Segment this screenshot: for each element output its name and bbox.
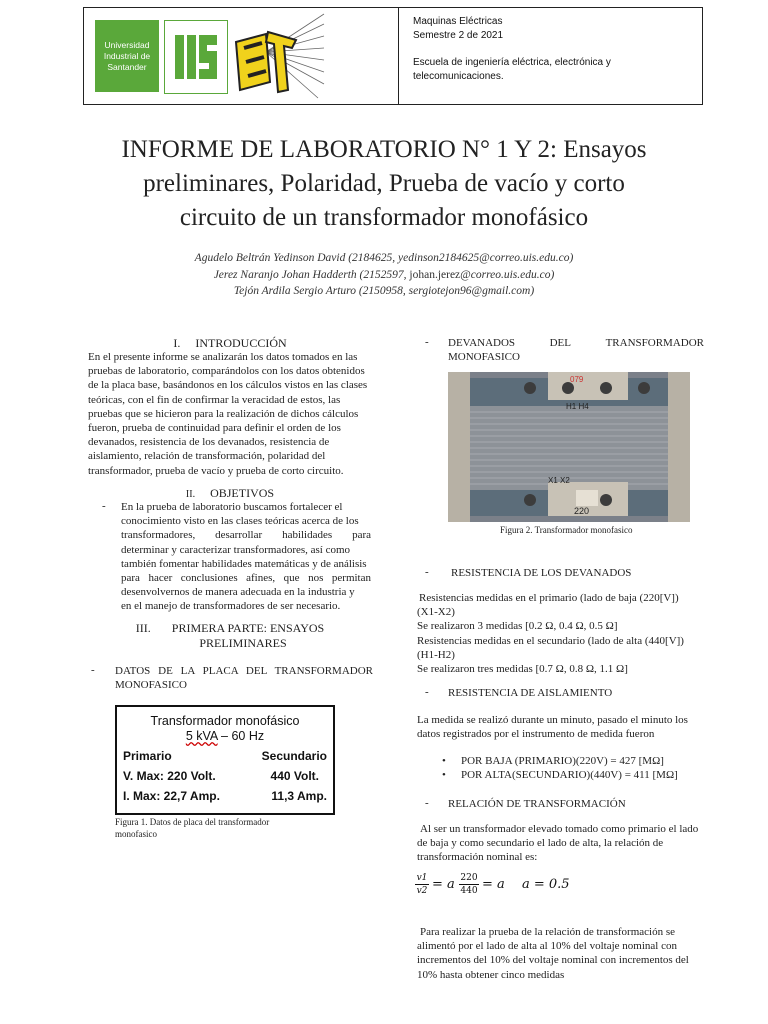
nameplate-kva: 5 kVA: [185, 729, 218, 743]
figure-1-caption-line-2: monofasico: [115, 828, 157, 839]
nameplate-table: [115, 705, 335, 815]
section-number: II.: [185, 489, 196, 500]
uis-logo-line2: Industrial de: [103, 50, 151, 61]
author-2-name: Jerez Naranjo Johan Hadderth (2152597,: [213, 268, 410, 281]
paper-title: [60, 133, 708, 235]
figure-2-caption: Figura 2. Transformador monofasico: [500, 525, 633, 535]
relacion-paragraph-line: 10% hasta obtener cinco medidas: [417, 968, 565, 981]
aislamiento-body: [417, 713, 707, 741]
section-title: PRIMERA PARTE: ENSAYOS: [171, 621, 325, 635]
header-divider: [398, 7, 399, 104]
intro-line: aislamiento, relación de transformación, polaridad del: [88, 450, 326, 463]
relacion-paragraph: [417, 925, 707, 982]
title-line-3: circuito de un transformador monofásico: [179, 204, 589, 231]
school-line-2: telecomunicaciones.: [413, 70, 504, 82]
author-2: [60, 267, 708, 284]
relacion-paragraph-line: alimentó por el lado de alta al 10% del voltaje nominal con: [417, 940, 677, 953]
intro-line: devanados, resistencia de los devanados, resistencia de: [88, 436, 330, 449]
bullet-dash: -: [425, 686, 429, 698]
section-heading-primera-parte: [88, 621, 372, 651]
title-line-2: preliminares, Polaridad, Prueba de vacío y corto: [143, 170, 625, 197]
aislamiento-alta-value: POR ALTA(SECUNDARIO)(440V) = 411 [MΩ]: [461, 769, 678, 781]
relacion-line: de baja y como secundario el lado de alta, la relación de: [417, 837, 664, 850]
nameplate-col-primario: Primario: [123, 749, 172, 763]
bullet-dash: -: [91, 664, 95, 676]
resistencia-line: Resistencias medidas en el secundario (lado de alta (440[V]): [417, 634, 684, 647]
devanados-item: [448, 336, 704, 364]
placa-item: [115, 664, 373, 692]
eq-result: a = 0.5: [522, 877, 570, 892]
section-title: OBJETIVOS: [210, 486, 275, 500]
semester: Semestre 2 de 2021: [413, 29, 504, 41]
eq-denominator-2: 440: [460, 886, 478, 896]
photo-label-220: 220: [574, 506, 590, 516]
resistencia-devanados-body: [417, 591, 707, 676]
intro-line: pruebas que se hicieron para la realización de dichos cálculos: [88, 407, 359, 420]
transformer-photo: [448, 372, 690, 522]
placa-item-line-2: MONOFASICO: [115, 679, 187, 692]
bullet-dash: -: [425, 336, 429, 348]
devanados-word: DEL: [549, 337, 571, 349]
devanados-word: TRANSFORMADOR: [605, 337, 704, 349]
author-3: Tejón Ardila Sergio Arturo (2150958, sergiotejon96@gmail.com): [233, 285, 535, 297]
nameplate-col-secundario: Secundario: [261, 749, 327, 763]
aislamiento-bullet: •: [442, 755, 446, 767]
school-line-1: Escuela de ingeniería eléctrica, electrónica y: [413, 57, 611, 68]
objetivos-line: transformadores, desarrollar habilidades para: [121, 529, 371, 542]
intro-paragraph: [88, 350, 372, 478]
relacion-line: transformación nominal es:: [417, 851, 538, 864]
devanados-line-2: MONOFASICO: [448, 351, 520, 364]
photo-label-h: H1 H4: [566, 402, 589, 411]
relacion-line: Al ser un transformador elevado tomado como primario el lado: [420, 823, 699, 835]
resistencia-devanados-heading: RESISTENCIA DE LOS DEVANADOS: [451, 567, 632, 579]
intro-line: de la placa base, basándonos en los cálculos vistos en las clases: [88, 379, 368, 392]
objetivos-line: también fomentar habilidades matemáticas y de análisis: [121, 557, 367, 570]
nameplate-imax: I. Max: 22,7 Amp.: [123, 789, 220, 803]
devanados-word: DEVANADOS: [448, 337, 516, 349]
resistencia-line: (H1-H2): [417, 648, 455, 661]
intro-line: transformador, prueba de vacío y prueba de corto circuito.: [88, 464, 344, 477]
intro-line: teóricas, con el fin de confirmar la veracidad de estos, las: [88, 393, 341, 406]
intro-line: fueron, prueba de continuidad para definir el orden de los: [88, 422, 341, 435]
nameplate-subtitle: [117, 729, 333, 743]
relacion-paragraph-line: incrementos del 10% del voltaje nominal con incrementos del: [417, 954, 689, 967]
eq-equals-1: = a: [432, 877, 455, 892]
section-heading-intro: [88, 336, 372, 351]
uis-logo-line1: Universidad: [104, 39, 150, 50]
aislamiento-line: La medida se realizó durante un minuto, pasado el minuto los: [417, 714, 688, 726]
placa-item-line-1: DATOS DE LA PLACA DEL TRANSFORMADOR: [115, 665, 373, 677]
relacion-heading: RELACIÓN DE TRANSFORMACIÓN: [448, 798, 626, 810]
relacion-paragraph-line: Para realizar la prueba de la relación de transformación se: [420, 926, 676, 938]
eq-numerator-1: v1: [416, 873, 428, 883]
author-2-email: johan.jerez: [409, 268, 461, 281]
eq-numerator-2: 220: [460, 873, 478, 883]
course-name: Maquinas Eléctricas: [413, 16, 503, 27]
photo-label-079: 079: [570, 375, 584, 384]
title-line-1: INFORME DE LABORATORIO N° 1 Y 2: Ensayos: [121, 136, 647, 163]
figure-1-caption: [115, 817, 335, 840]
intro-line: pruebas de laboratorio, comparándolos con los datos obtenidos: [88, 365, 365, 378]
uis-logo-line3: Santander: [107, 61, 147, 72]
objetivos-line: desenvolvernos de manera adecuada en la industria y: [121, 586, 355, 599]
header-info: [413, 15, 611, 83]
nameplate-vmax: V. Max: 220 Volt.: [123, 769, 216, 783]
eq-denominator-1: v2: [416, 886, 428, 896]
uis-logo: [95, 20, 159, 92]
objetivos-line: determinar y caracterizar transformadores, así como: [121, 543, 351, 556]
bullet-dash: -: [102, 500, 106, 512]
eq-equals-2: = a: [482, 877, 505, 892]
resistencia-line: Resistencias medidas en el primario (lado de baja (220[V]): [419, 592, 679, 604]
objetivos-line: en el manejo de transformadores de ser necesario.: [121, 600, 341, 613]
resistencia-line: (X1-X2): [417, 606, 455, 619]
section-title: INTRODUCCIÓN: [195, 336, 287, 350]
nameplate-hz: – 60 Hz: [217, 729, 265, 743]
objetivos-line: conocimiento visto en las clases teóricas acerca de los: [121, 515, 359, 528]
ratio-equation: [415, 873, 615, 907]
aislamiento-line: datos registrados por el instrumento de medida fueron: [417, 728, 655, 741]
resistencia-measurements-primario: Se realizaron 3 medidas [0.2 Ω, 0.4 Ω, 0.5 Ω]: [417, 620, 618, 633]
aislamiento-heading: RESISTENCIA DE AISLAMIENTO: [448, 687, 613, 699]
objetivos-paragraph: [121, 500, 371, 614]
uis-monogram-logo: [164, 20, 228, 94]
author-1: Agudelo Beltrán Yedinson David (2184625, yedinson2184625@correo.uis.edu.co): [194, 252, 574, 264]
objetivos-line: En la prueba de laboratorio buscamos fortalecer el: [121, 501, 343, 513]
aislamiento-bullet: •: [442, 769, 446, 781]
authors-block: [60, 250, 708, 300]
figure-1-caption-line-1: Figura 1. Datos de placa del transformador: [115, 817, 270, 827]
nameplate-title: Transformador monofásico: [150, 714, 300, 728]
photo-label-x: X1 X2: [548, 476, 570, 485]
section-heading-objetivos: [88, 486, 372, 501]
resistencia-measurements-secundario: Se realizaron tres medidas [0.7 Ω, 0.8 Ω, 1.1 Ω]: [417, 663, 628, 676]
author-2-domain: @correo.uis.edu.co): [460, 268, 555, 281]
nameplate-vmax-sec: 440 Volt.: [270, 769, 319, 783]
intro-line: En el presente informe se analizarán los datos tomados en las: [88, 351, 358, 363]
relacion-intro: [417, 822, 707, 865]
bullet-dash: -: [425, 566, 429, 578]
e3t-logo: [226, 12, 326, 102]
objetivos-line: para hacer conclusiones afines, que nos permitan: [121, 572, 371, 585]
section-title-line-2: PRELIMINARES: [199, 636, 287, 650]
nameplate-imax-sec: 11,3 Amp.: [271, 789, 327, 803]
section-number: I.: [173, 336, 181, 350]
bullet-dash: -: [425, 797, 429, 809]
section-number: III.: [135, 621, 151, 635]
aislamiento-baja-value: POR BAJA (PRIMARIO)(220V) = 427 [MΩ]: [461, 755, 664, 767]
